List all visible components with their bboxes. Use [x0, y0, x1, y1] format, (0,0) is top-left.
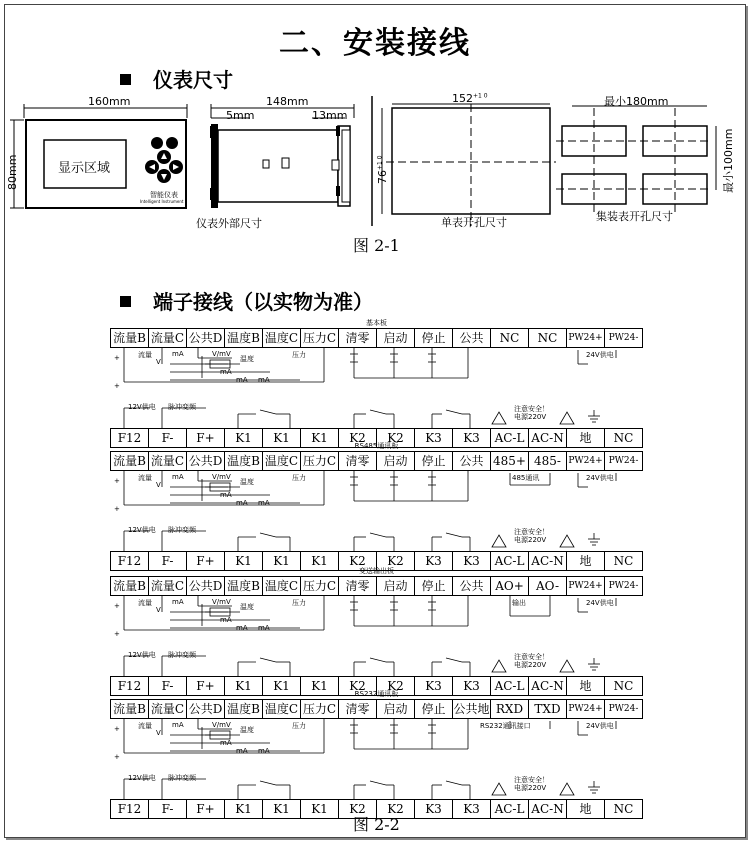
flow-label: 流量: [138, 722, 152, 730]
terminal-cell: K1: [263, 800, 301, 818]
side-depth-label: 148mm: [266, 95, 309, 108]
terminal-cell: F-: [149, 800, 187, 818]
figure-2-2-caption: 图 2-2: [353, 815, 400, 834]
terminal-cell: K1: [263, 552, 301, 570]
pulse-supply-label: 12V供电: [128, 403, 156, 411]
pulse-output-label: 脉冲变频: [168, 526, 196, 534]
terminal-cell: 停止: [415, 700, 453, 718]
terminal-cell: AC-N: [529, 552, 567, 570]
figure-2-1-caption: 图 2-1: [353, 236, 400, 255]
terminal-cell: K1: [263, 429, 301, 447]
terminal-cell: PW24-: [608, 704, 639, 714]
terminal-cell: AC-L: [491, 800, 529, 818]
plus-label: +: [114, 505, 120, 513]
terminal-cell: 流量B: [111, 329, 149, 347]
group-cutout-caption: 集装表开孔尺寸: [596, 210, 673, 223]
flow-label: 流量: [138, 599, 152, 607]
supply-24v-label: 24V供电: [586, 599, 614, 607]
vmv-label: V/mV: [212, 350, 231, 358]
temp-label: 温度: [240, 726, 254, 734]
terminal-cell: K2: [339, 552, 377, 570]
terminal-cell: 温度C: [263, 700, 301, 718]
terminal-cell: 公共: [453, 452, 491, 470]
ma-label: mA: [236, 376, 248, 384]
terminal-cell: 清零: [339, 452, 377, 470]
ma-label: mA: [236, 747, 248, 755]
v-label: V: [156, 606, 161, 614]
terminal-cell: 地: [567, 677, 605, 695]
safety-warning-label: 注意安全！: [514, 776, 549, 784]
terminal-cell: F+: [187, 677, 225, 695]
terminal-cell: 压力C: [301, 700, 339, 718]
board-title: RS232通讯板: [354, 690, 399, 698]
terminal-cell: K3: [415, 800, 453, 818]
wiring-diagram: [110, 576, 643, 696]
terminal-panel: [110, 442, 643, 571]
terminal-cell: K3: [415, 677, 453, 695]
terminal-cell: 公共地: [453, 702, 490, 716]
safety-voltage-label: 电源220V: [514, 413, 547, 421]
terminal-cell: AC-N: [529, 800, 567, 818]
safety-voltage-label: 电源220V: [514, 661, 547, 669]
pulse-output-label: 脉冲变频: [168, 651, 196, 659]
terminal-cell: PW24-: [608, 456, 639, 466]
pressure-label: 压力: [292, 351, 306, 359]
ma-label: mA: [220, 368, 232, 376]
terminal-cell: K1: [263, 677, 301, 695]
terminal-panel: [110, 567, 643, 696]
terminal-cell: F-: [149, 677, 187, 695]
terminal-cell: 启动: [377, 577, 415, 595]
terminal-cell: K3: [415, 552, 453, 570]
terminal-cell: K2: [339, 800, 377, 818]
ma-label: mA: [220, 491, 232, 499]
section-dimensions-label: 仪表尺寸: [153, 68, 233, 92]
terminal-cell: AO-: [529, 577, 567, 595]
figure-2-1: [0, 0, 750, 260]
min-horizontal-label: 最小180mm: [604, 95, 669, 108]
terminal-cell: 地: [567, 552, 605, 570]
pulse-supply-label: 12V供电: [128, 651, 156, 659]
wiring-diagram: [110, 451, 643, 571]
terminal-cell: K3: [453, 429, 491, 447]
side-5mm-label: 5mm: [226, 109, 255, 122]
pulse-output-label: 脉冲变频: [168, 774, 196, 782]
safety-warning-label: 注意安全！: [514, 653, 549, 661]
terminal-cell: PW24+: [567, 700, 605, 718]
terminal-cell: F-: [149, 429, 187, 447]
ma-label: mA: [220, 739, 232, 747]
terminal-cell: F+: [187, 800, 225, 818]
pressure-label: 压力: [292, 722, 306, 730]
terminal-cell: K2: [377, 552, 415, 570]
terminal-cell: 启动: [377, 700, 415, 718]
wiring-diagram: [110, 328, 643, 448]
terminal-cell: K1: [225, 552, 263, 570]
page-title: 二、安装接线: [279, 26, 471, 61]
terminal-cell: F+: [187, 429, 225, 447]
terminal-cell: 启动: [377, 452, 415, 470]
terminal-cell: 485-: [529, 452, 567, 470]
terminal-cell: 温度B: [225, 577, 263, 595]
board-title: 基本板: [366, 319, 387, 327]
ma-label: mA: [258, 376, 270, 384]
cut-height-label: $76^{+1 0}$: [376, 155, 389, 184]
pressure-label: 压力: [292, 599, 306, 607]
board-title: RS485通讯板: [354, 442, 399, 450]
terminal-cell: AO+: [491, 577, 529, 595]
vmv-label: V/mV: [212, 473, 231, 481]
terminal-cell: 温度B: [225, 329, 263, 347]
terminal-cell: 停止: [415, 577, 453, 595]
terminal-cell: 公共D: [187, 329, 225, 347]
terminal-cell: PW24-: [608, 333, 639, 343]
terminal-cell: 485+: [491, 452, 529, 470]
ma-label: mA: [172, 721, 184, 729]
terminal-cell: 清零: [339, 577, 377, 595]
terminal-cell: NC: [613, 431, 634, 445]
terminal-cell: K3: [415, 429, 453, 447]
terminal-cell: NC: [613, 679, 634, 693]
terminal-cell: 流量B: [111, 700, 149, 718]
terminal-cell: 公共D: [187, 700, 225, 718]
safety-warning-label: 注意安全！: [514, 405, 549, 413]
terminal-cell: TXD: [529, 700, 567, 718]
terminal-cell: 启动: [377, 329, 415, 347]
pulse-output-label: 脉冲变频: [168, 403, 196, 411]
supply-24v-label: 24V供电: [586, 351, 614, 359]
terminal-cell: 温度C: [263, 452, 301, 470]
v-label: V: [156, 358, 161, 366]
flow-label: 流量: [138, 351, 152, 359]
terminal-cell: K2: [377, 429, 415, 447]
terminal-cell: K3: [453, 552, 491, 570]
flow-label: 流量: [138, 474, 152, 482]
terminal-cell: 清零: [339, 700, 377, 718]
terminal-cell: F-: [149, 552, 187, 570]
terminal-cell: AC-L: [491, 429, 529, 447]
terminal-cell: PW24+: [567, 329, 605, 347]
terminal-cell: K1: [225, 800, 263, 818]
temp-label: 温度: [240, 355, 254, 363]
ma-label: mA: [172, 350, 184, 358]
display-area-label: 显示区域: [58, 161, 111, 176]
terminal-cell: K1: [301, 552, 339, 570]
brand-label: 智能仪表: [150, 191, 178, 199]
ma-label: mA: [258, 624, 270, 632]
vmv-label: V/mV: [212, 721, 231, 729]
v-label: V: [156, 481, 161, 489]
bullet-square-icon: [120, 296, 131, 307]
terminal-cell: 压力C: [301, 329, 339, 347]
ma-label: mA: [172, 473, 184, 481]
v-label: V: [156, 729, 161, 737]
outline-caption: 仪表外部尺寸: [196, 217, 262, 230]
terminal-cell: K1: [225, 677, 263, 695]
terminal-cell: 清零: [339, 329, 377, 347]
side-13mm-label: 13mm: [312, 109, 348, 122]
ma-label: mA: [258, 499, 270, 507]
terminal-cell: 公共D: [187, 452, 225, 470]
terminal-cell: 流量B: [111, 577, 149, 595]
terminal-cell: 流量C: [149, 452, 187, 470]
ma-label: mA: [172, 598, 184, 606]
terminal-cell: NC: [613, 554, 634, 568]
terminal-cell: 温度B: [225, 700, 263, 718]
section-wiring: [120, 286, 373, 315]
terminal-cell: AC-L: [491, 677, 529, 695]
terminal-cell: 温度C: [263, 329, 301, 347]
terminal-cell: 公共D: [187, 577, 225, 595]
terminal-panel: [110, 690, 643, 819]
terminal-cell: F12: [111, 552, 149, 570]
terminal-cell: PW24+: [567, 452, 605, 470]
terminal-cell: K1: [225, 429, 263, 447]
board-note-label: RS232通讯接口: [480, 722, 531, 730]
terminal-cell: AC-L: [491, 552, 529, 570]
plus-label: +: [114, 602, 120, 610]
terminal-cell: 流量B: [111, 452, 149, 470]
terminal-cell: 压力C: [301, 452, 339, 470]
terminal-cell: 公共: [453, 329, 491, 347]
supply-24v-label: 24V供电: [586, 474, 614, 482]
terminal-cell: F12: [111, 677, 149, 695]
plus-label: +: [114, 354, 120, 362]
terminal-cell: K2: [339, 677, 377, 695]
terminal-cell: K3: [453, 800, 491, 818]
plus-label: +: [114, 725, 120, 733]
terminal-cell: 温度C: [263, 577, 301, 595]
terminal-cell: 流量C: [149, 577, 187, 595]
temp-label: 温度: [240, 603, 254, 611]
board-title: 变送输出板: [359, 567, 394, 575]
terminal-cell: AC-N: [529, 677, 567, 695]
wiring-diagram: [110, 699, 643, 819]
terminal-cell: 停止: [415, 452, 453, 470]
pulse-supply-label: 12V供电: [128, 774, 156, 782]
ma-label: mA: [236, 499, 248, 507]
board-note-label: 输出: [512, 599, 526, 607]
terminal-cell: F12: [111, 800, 149, 818]
vmv-label: V/mV: [212, 598, 231, 606]
terminal-cell: K2: [377, 677, 415, 695]
terminal-cell: K1: [301, 800, 339, 818]
section-wiring-label: 端子接线（以实物为准）: [153, 290, 373, 314]
terminal-cell: 公共: [453, 577, 491, 595]
terminal-cell: 流量C: [149, 329, 187, 347]
terminal-cell: NC: [491, 329, 529, 347]
ma-label: mA: [236, 624, 248, 632]
plus-label: +: [114, 753, 120, 761]
terminal-cell: AC-N: [529, 429, 567, 447]
terminal-cell: 停止: [415, 329, 453, 347]
terminal-cell: NC: [613, 802, 634, 816]
terminal-cell: 地: [567, 800, 605, 818]
temp-label: 温度: [240, 478, 254, 486]
front-height-label: 80mm: [6, 154, 19, 190]
terminal-cell: 温度B: [225, 452, 263, 470]
front-width-label: 160mm: [88, 95, 131, 108]
safety-voltage-label: 电源220V: [514, 536, 547, 544]
terminal-cell: K3: [453, 677, 491, 695]
terminal-cell: F12: [111, 429, 149, 447]
terminal-cell: 流量C: [149, 700, 187, 718]
ma-label: mA: [220, 616, 232, 624]
pulse-supply-label: 12V供电: [128, 526, 156, 534]
terminal-cell: RXD: [491, 700, 529, 718]
terminal-cell: K2: [339, 429, 377, 447]
board-note-label: 485通讯: [512, 474, 540, 482]
terminal-cell: K1: [301, 429, 339, 447]
safety-voltage-label: 电源220V: [514, 784, 547, 792]
terminal-cell: NC: [529, 329, 567, 347]
brand-en-label: Intelligent Instrument: [140, 199, 184, 204]
terminal-panel: [110, 319, 643, 448]
single-cutout-caption: 单表开孔尺寸: [441, 216, 507, 229]
terminal-cell: PW24+: [567, 577, 605, 595]
terminal-cell: K1: [301, 677, 339, 695]
terminal-cell: PW24-: [608, 581, 639, 591]
plus-label: +: [114, 630, 120, 638]
terminal-cell: F+: [187, 552, 225, 570]
terminal-cell: K2: [377, 800, 415, 818]
cut-width-label: $152^{+1 0}$: [452, 92, 488, 105]
ma-label: mA: [258, 747, 270, 755]
plus-label: +: [114, 477, 120, 485]
min-vertical-label: 最小100mm: [722, 128, 735, 193]
terminal-cell: 压力C: [301, 577, 339, 595]
safety-warning-label: 注意安全！: [514, 528, 549, 536]
supply-24v-label: 24V供电: [586, 722, 614, 730]
pressure-label: 压力: [292, 474, 306, 482]
terminal-cell: 地: [567, 429, 605, 447]
plus-label: +: [114, 382, 120, 390]
